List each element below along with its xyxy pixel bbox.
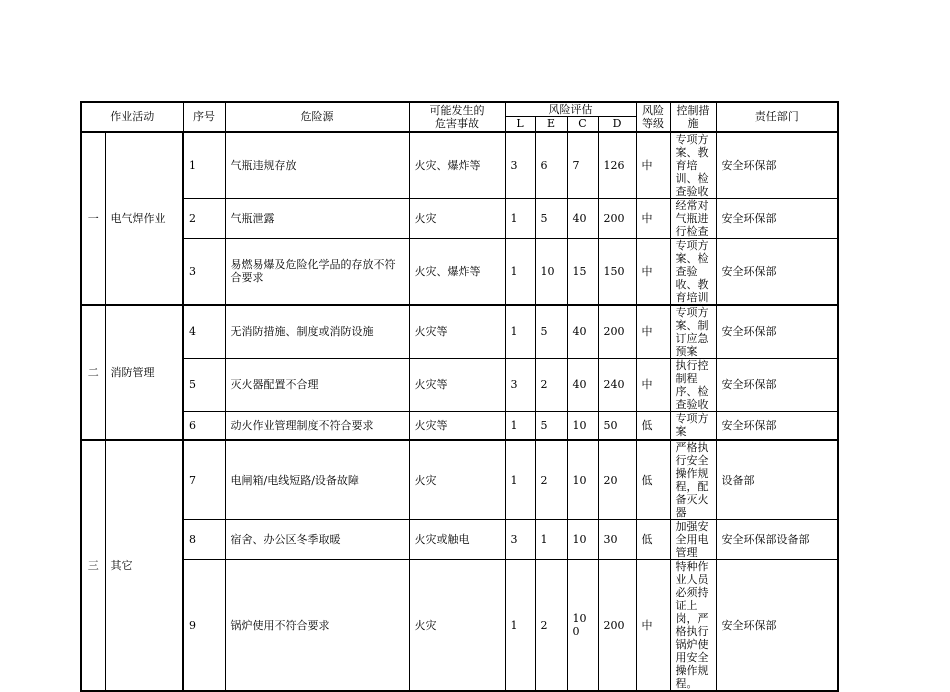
row-seq: 4 [183, 305, 225, 359]
header-accident-line1: 可能发生的 [429, 103, 485, 117]
row-level: 低 [636, 520, 670, 560]
row-E: 5 [535, 198, 567, 238]
header-L: L [505, 117, 535, 132]
row-hazard: 灭火器配置不合理 [225, 358, 409, 411]
risk-assessment-table [80, 101, 912, 692]
row-level: 低 [636, 440, 670, 520]
row-hazard: 气瓶泄露 [225, 198, 409, 238]
row-control: 特种作业人员必须持证上岗，严格执行锅炉使用安全操作规程。 [670, 560, 716, 692]
row-L: 1 [505, 198, 535, 238]
row-E: 2 [535, 440, 567, 520]
header-accident-line2: 危害事故 [435, 116, 479, 130]
row-level: 低 [636, 411, 670, 440]
row-D: 200 [598, 305, 636, 359]
row-level: 中 [636, 305, 670, 359]
row-C: 7 [567, 132, 598, 199]
row-D: 30 [598, 520, 636, 560]
row-E: 6 [535, 132, 567, 199]
row-dept: 安全环保部 [716, 411, 838, 440]
row-control: 专项方案、教育培训、检查验收 [670, 132, 716, 199]
row-accident: 火灾等 [409, 411, 505, 440]
row-D: 200 [598, 198, 636, 238]
row-L: 3 [505, 358, 535, 411]
table-row [81, 305, 911, 359]
row-D: 20 [598, 440, 636, 520]
header-hazard: 危险源 [225, 102, 409, 132]
row-C: 40 [567, 358, 598, 411]
table-row [81, 238, 911, 305]
row-accident: 火灾、爆炸等 [409, 238, 505, 305]
row-dept: 安全环保部 [716, 238, 838, 305]
table-row [81, 440, 911, 520]
row-L: 3 [505, 132, 535, 199]
row-D: 240 [598, 358, 636, 411]
row-control: 加强安全用电管理 [670, 520, 716, 560]
row-E: 10 [535, 238, 567, 305]
row-L: 1 [505, 440, 535, 520]
table-row [81, 411, 911, 440]
row-C: 100 [567, 560, 598, 692]
row-level: 中 [636, 358, 670, 411]
row-control: 专项方案、检查验收、教育培训 [670, 238, 716, 305]
row-hazard: 宿舍、办公区冬季取暖 [225, 520, 409, 560]
header-accident [409, 102, 505, 132]
row-control: 专项方案 [670, 411, 716, 440]
group-name: 其它 [105, 440, 183, 691]
row-level: 中 [636, 198, 670, 238]
row-control: 严格执行安全操作规程，配备灭火器 [670, 440, 716, 520]
header-dept: 责任部门 [716, 102, 838, 132]
row-dept: 安全环保部 [716, 358, 838, 411]
row-level: 中 [636, 560, 670, 692]
row-C: 15 [567, 238, 598, 305]
row-C: 10 [567, 440, 598, 520]
table-row [81, 520, 911, 560]
header-risk-eval: 风险评估 [505, 102, 636, 117]
row-accident: 火灾等 [409, 305, 505, 359]
row-dept: 设备部 [716, 440, 838, 520]
row-control: 经常对气瓶进行检查 [670, 198, 716, 238]
row-accident: 火灾等 [409, 358, 505, 411]
group-number: 三 [81, 440, 105, 691]
group-number: 二 [81, 305, 105, 441]
row-hazard: 动火作业管理制度不符合要求 [225, 411, 409, 440]
header-control: 控制措施 [670, 102, 716, 132]
header-D: D [598, 117, 636, 132]
row-seq: 7 [183, 440, 225, 520]
header-level-line1: 风险 [642, 103, 664, 117]
row-E: 5 [535, 305, 567, 359]
row-accident: 火灾 [409, 440, 505, 520]
row-E: 5 [535, 411, 567, 440]
row-C: 10 [567, 411, 598, 440]
row-C: 40 [567, 305, 598, 359]
row-seq: 6 [183, 411, 225, 440]
row-E: 2 [535, 560, 567, 692]
group-name: 消防管理 [105, 305, 183, 441]
row-control: 执行控制程序、检查验收 [670, 358, 716, 411]
row-E: 1 [535, 520, 567, 560]
table-row [81, 198, 911, 238]
header-row-1 [81, 102, 911, 117]
row-accident: 火灾或触电 [409, 520, 505, 560]
row-control: 专项方案、制订应急预案 [670, 305, 716, 359]
row-hazard: 气瓶违规存放 [225, 132, 409, 199]
row-C: 10 [567, 520, 598, 560]
table-row [81, 132, 911, 199]
row-hazard: 锅炉使用不符合要求 [225, 560, 409, 692]
row-level: 中 [636, 238, 670, 305]
row-hazard: 易燃易爆及危险化学品的存放不符合要求 [225, 238, 409, 305]
row-L: 1 [505, 560, 535, 692]
row-seq: 5 [183, 358, 225, 411]
row-dept: 安全环保部 [716, 560, 838, 692]
row-D: 126 [598, 132, 636, 199]
header-level [636, 102, 670, 132]
row-dept: 安全环保部设备部 [716, 520, 838, 560]
row-seq: 9 [183, 560, 225, 692]
row-seq: 3 [183, 238, 225, 305]
row-E: 2 [535, 358, 567, 411]
row-seq: 8 [183, 520, 225, 560]
row-level: 中 [636, 132, 670, 199]
header-E: E [535, 117, 567, 132]
row-accident: 火灾 [409, 560, 505, 692]
group-name: 电气焊作业 [105, 132, 183, 305]
row-dept: 安全环保部 [716, 305, 838, 359]
row-L: 1 [505, 305, 535, 359]
row-accident: 火灾 [409, 198, 505, 238]
row-hazard: 无消防措施、制度或消防设施 [225, 305, 409, 359]
row-dept: 安全环保部 [716, 198, 838, 238]
row-seq: 1 [183, 132, 225, 199]
table-row [81, 358, 911, 411]
row-C: 40 [567, 198, 598, 238]
row-L: 1 [505, 411, 535, 440]
header-level-line2: 等级 [642, 116, 664, 130]
row-hazard: 电闸箱/电线短路/设备故障 [225, 440, 409, 520]
row-L: 3 [505, 520, 535, 560]
header-seq: 序号 [183, 102, 225, 132]
header-activity: 作业活动 [81, 102, 183, 132]
group-number: 一 [81, 132, 105, 305]
row-L: 1 [505, 238, 535, 305]
header-C: C [567, 117, 598, 132]
row-D: 50 [598, 411, 636, 440]
row-dept: 安全环保部 [716, 132, 838, 199]
row-accident: 火灾、爆炸等 [409, 132, 505, 199]
row-D: 150 [598, 238, 636, 305]
row-seq: 2 [183, 198, 225, 238]
row-D: 200 [598, 560, 636, 692]
table-row [81, 560, 911, 692]
